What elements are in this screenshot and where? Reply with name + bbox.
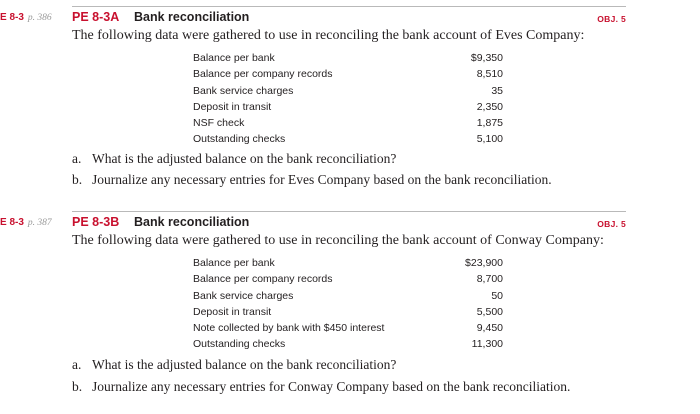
row-label: Deposit in transit [193,305,272,318]
row-amount: 9,450 [476,322,503,335]
row-amount: 5,100 [476,133,503,146]
row-amount: 5,500 [476,305,503,318]
section-divider [72,211,626,212]
row-label: Balance per bank [193,257,275,269]
row-label: Bank service charges [193,289,294,302]
question-text: What is the adjusted balance on the bank reconciliation? [92,151,397,166]
row-label: Balance per company records [193,273,333,286]
question-b [72,172,552,188]
row-amount: 1,875 [476,117,503,130]
table-row [193,255,503,271]
table-row [193,50,503,66]
objective-badge: OBJ. 5 [597,14,626,24]
objective-badge: OBJ. 5 [597,219,626,229]
row-label: Bank service charges [193,84,294,97]
question-text: Journalize any necessary entries for Conway Company based on the bank reconciliation. [92,379,571,394]
row-label: NSF check [193,117,245,130]
table-row [193,304,503,320]
exercise-title: Bank reconciliation [134,10,250,24]
question-letter: a. [72,151,82,166]
reference-page: p. 386 [27,13,52,23]
margin-reference[interactable] [0,12,52,23]
question-letter: b. [72,379,83,394]
row-amount: 8,700 [476,273,503,286]
question-letter: a. [72,357,82,372]
row-amount: 50 [491,289,503,302]
question-a [72,151,396,167]
table-row [193,336,503,352]
question-text: What is the adjusted balance on the bank reconciliation? [92,357,397,372]
table-row [193,66,503,82]
exercise-intro: The following data were gathered to use in reconciling the bank account of Conway Company: [72,233,604,248]
data-table [193,255,503,353]
row-amount: 35 [491,84,503,97]
question-b [72,379,570,395]
exercise-code: PE 8-3A [72,10,120,24]
row-label: Note collected by bank with $450 interest [193,322,385,335]
table-row [193,131,503,147]
row-label: Outstanding checks [193,338,286,351]
row-label: Balance per company records [193,68,333,81]
table-row [193,320,503,336]
data-table [193,50,503,148]
table-row [193,288,503,304]
exercise-code: PE 8-3B [72,215,120,229]
row-amount: 11,300 [471,338,503,351]
row-amount: 2,350 [476,100,503,113]
question-a [72,357,396,373]
row-label: Outstanding checks [193,133,286,146]
exercise-intro: The following data were gathered to use in reconciling the bank account of Eves Company: [72,28,585,43]
table-row [193,99,503,115]
row-amount: $23,900 [465,257,503,269]
section-divider [72,6,626,7]
table-row [193,115,503,131]
row-amount: 8,510 [476,68,503,81]
table-row [193,271,503,287]
row-label: Balance per bank [193,52,275,64]
question-text: Journalize any necessary entries for Eves Company based on the bank reconciliation. [92,172,552,187]
reference-code: E 8-3 [0,12,24,23]
table-row [193,83,503,99]
exercise-title: Bank reconciliation [134,215,250,229]
row-amount: $9,350 [470,52,503,64]
row-label: Deposit in transit [193,100,272,113]
question-letter: b. [72,172,83,187]
margin-reference[interactable] [0,217,52,228]
reference-code: E 8-3 [0,217,24,228]
reference-page: p. 387 [27,218,52,228]
